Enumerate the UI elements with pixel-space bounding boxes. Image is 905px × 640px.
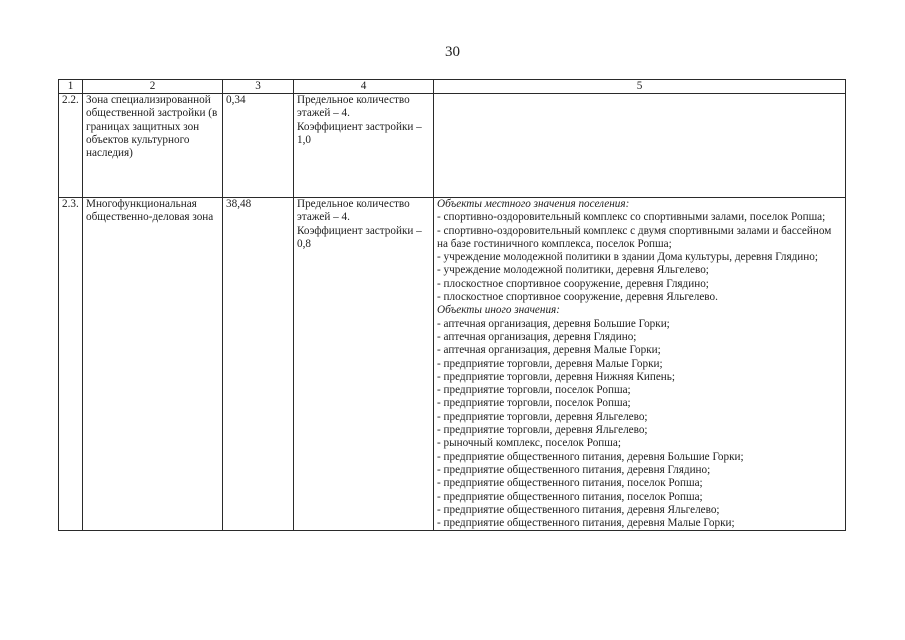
- parameter-line: Предельное количество этажей – 4.: [297, 198, 410, 224]
- object-list-item: - предприятие торговли, деревня Малые Горки;: [437, 357, 663, 370]
- column-header: 3: [223, 80, 294, 94]
- object-list-item: - предприятие торговли, деревня Яльгелево;: [437, 424, 648, 437]
- object-list-item: - предприятие торговли, деревня Нижняя Кипень;: [437, 370, 675, 383]
- page-number: 30: [445, 44, 460, 60]
- object-list-item: - предприятие общественного питания, деревня Глядино;: [437, 463, 711, 476]
- zone-name-cell: Зона специализированной общественной застройки (в границах защитных зон объектов культурного наследия): [83, 94, 223, 198]
- parameter-line: Коэффициент застройки – 0,8: [297, 224, 422, 250]
- object-list-item: - аптечная организация, деревня Глядино;: [437, 330, 637, 343]
- table-row: [59, 94, 846, 198]
- zone-name-cell: Многофункциональная общественно-деловая зона: [83, 198, 223, 531]
- object-list-item: - спортивно-оздоровительный комплекс с двумя спортивными залами и бассейном на базе гостиничного комплекса, поселок Ропша;: [437, 224, 832, 250]
- parameters-cell: [294, 94, 434, 198]
- object-list-item: - спортивно-оздоровительный комплекс со спортивными залами, поселок Ропша;: [437, 211, 826, 224]
- area-cell: 38,48: [223, 198, 294, 531]
- column-header: 1: [59, 80, 83, 94]
- column-header: 2: [83, 80, 223, 94]
- objects-cell: [434, 94, 846, 198]
- table-header-row: [59, 80, 846, 94]
- area-cell: 0,34: [223, 94, 294, 198]
- zones-table: [58, 79, 846, 531]
- object-list-item: - аптечная организация, деревня Малые Горки;: [437, 344, 661, 357]
- object-list-item: - аптечная организация, деревня Большие Горки;: [437, 317, 670, 330]
- row-number-cell: 2.2.: [59, 94, 83, 198]
- object-list-item: - предприятие торговли, поселок Ропша;: [437, 397, 631, 410]
- object-list-item: - предприятие общественного питания, поселок Ропша;: [437, 477, 703, 490]
- object-list-item: - плоскостное спортивное сооружение, деревня Глядино;: [437, 277, 709, 290]
- object-list-item: - предприятие общественного питания, деревня Большие Горки;: [437, 450, 744, 463]
- object-list-item: - плоскостное спортивное сооружение, деревня Яльгелево.: [437, 291, 718, 304]
- object-list-item: - рыночный комплекс, поселок Ропша;: [437, 437, 621, 450]
- object-list-item: - предприятие общественного питания, поселок Ропша;: [437, 490, 703, 503]
- objects-cell: [434, 198, 846, 531]
- object-list-item: - предприятие торговли, поселок Ропша;: [437, 384, 631, 397]
- parameters-cell: [294, 198, 434, 531]
- row-number-cell: 2.3.: [59, 198, 83, 531]
- section-heading: Объекты местного значения поселения:: [437, 198, 630, 210]
- object-list-item: - предприятие общественного питания, деревня Малые Горки;: [437, 517, 735, 530]
- section-heading: Объекты иного значения:: [437, 304, 560, 317]
- object-list-item: - предприятие торговли, деревня Яльгелево;: [437, 410, 648, 423]
- column-header: 5: [434, 80, 846, 94]
- table-row: [59, 198, 846, 531]
- object-list-item: - предприятие общественного питания, деревня Яльгелево;: [437, 503, 720, 516]
- column-header: 4: [294, 80, 434, 94]
- object-list-item: - учреждение молодежной политики, деревня Яльгелево;: [437, 264, 709, 277]
- parameter-line: Коэффициент застройки – 1,0: [297, 120, 422, 146]
- parameter-line: Предельное количество этажей – 4.: [297, 94, 410, 120]
- object-list-item: - учреждение молодежной политики в здании Дома культуры, деревня Глядино;: [437, 251, 818, 264]
